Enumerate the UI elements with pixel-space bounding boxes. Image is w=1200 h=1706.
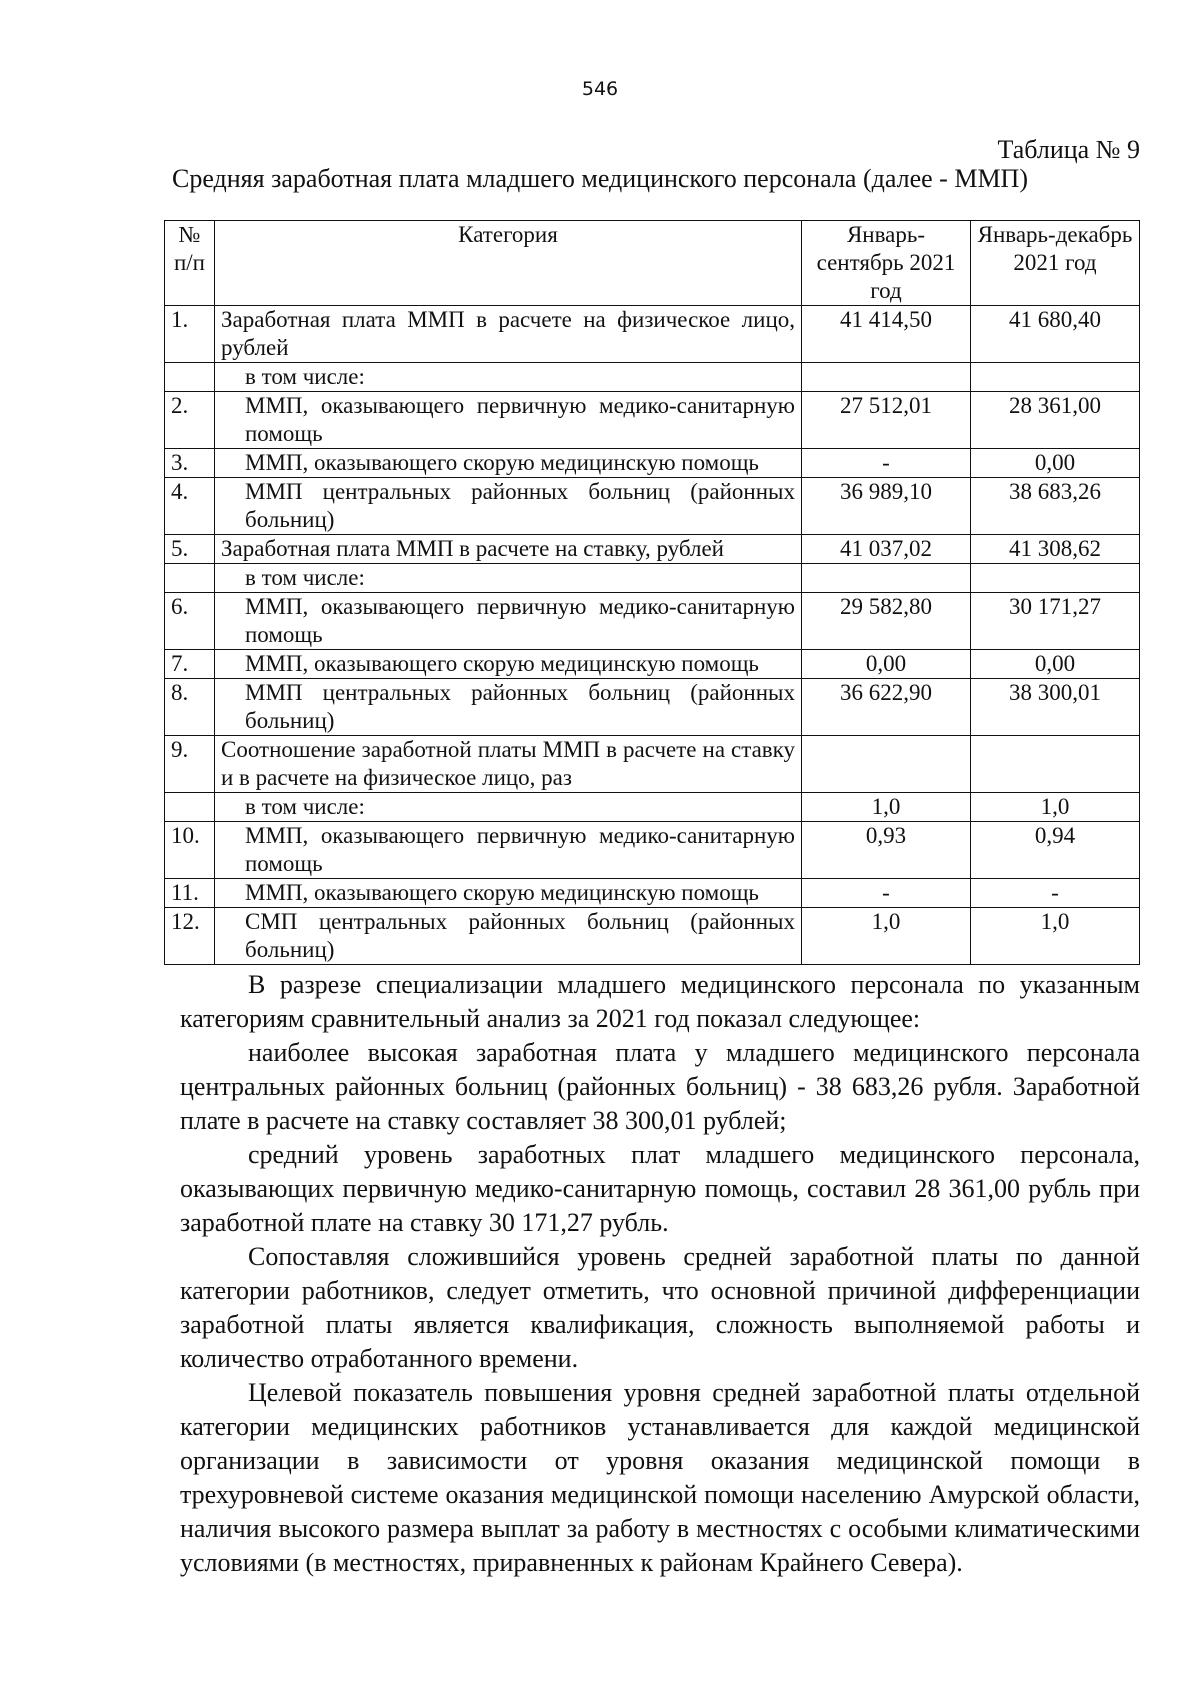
table-row: [165, 392, 1140, 449]
row-value-jan-dec: 0,00: [971, 650, 1140, 679]
row-value-jan-sep: [802, 363, 971, 392]
header-jan-dec: Январь-декабрь 2021 год: [971, 221, 1140, 306]
row-value-jan-dec: 1,0: [971, 793, 1140, 822]
row-value-jan-dec: [971, 564, 1140, 593]
row-number: 6.: [165, 593, 215, 650]
row-category: Соотношение заработной платы ММП в расчете на ставку и в расчете на физическое лицо, раз: [215, 736, 802, 793]
row-value-jan-dec: 41 680,40: [971, 306, 1140, 363]
table-header-row: [165, 221, 1140, 306]
table-row: [165, 564, 1140, 593]
row-category: ММП, оказывающего первичную медико-санитарную помощь: [215, 822, 802, 879]
paragraph: средний уровень заработных плат младшего медицинского персонала, оказывающих первичную медико-санитарную помощь, составил 28 361,00 рубль при заработной плате на ставку 30 171,27 рубль.: [180, 1140, 1140, 1237]
row-value-jan-sep: -: [802, 879, 971, 908]
row-number: 8.: [165, 679, 215, 736]
row-value-jan-sep: [802, 736, 971, 793]
row-number: 12.: [165, 908, 215, 965]
table-row: [165, 822, 1140, 879]
row-category: ММП, оказывающего первичную медико-санитарную помощь: [215, 593, 802, 650]
row-value-jan-sep: 36 622,90: [802, 679, 971, 736]
row-value-jan-sep: -: [802, 449, 971, 478]
row-value-jan-sep: 1,0: [802, 908, 971, 965]
row-number: [165, 564, 215, 593]
row-value-jan-dec: 0,00: [971, 449, 1140, 478]
paragraph: наиболее высокая заработная плата у младшего медицинского персонала центральных районных больниц (районных больниц) - 38 683,26 рубля. Заработной плате в расчете на ставку составляет 38 300,01 рублей;: [180, 1038, 1140, 1135]
table-row: [165, 908, 1140, 965]
row-number: 7.: [165, 650, 215, 679]
row-value-jan-dec: 0,94: [971, 822, 1140, 879]
row-value-jan-dec: 38 683,26: [971, 478, 1140, 535]
salary-table: [164, 220, 1140, 965]
row-category: ММП, оказывающего скорую медицинскую помощь: [215, 449, 802, 478]
paragraph: Сопоставляя сложившийся уровень средней заработной платы по данной категории работников, следует отметить, что основной причиной дифференциации заработной платы является квалификация, сложность выполняемой работы и количество отработанного времени.: [180, 1242, 1140, 1373]
row-category: ММП центральных районных больниц (районных больниц): [215, 478, 802, 535]
row-category: ММП, оказывающего скорую медицинскую помощь: [215, 879, 802, 908]
header-jan-sep: Январь-сентябрь 2021 год: [802, 221, 971, 306]
row-category: ММП центральных районных больниц (районных больниц): [215, 679, 802, 736]
row-value-jan-dec: 41 308,62: [971, 535, 1140, 564]
row-value-jan-sep: 29 582,80: [802, 593, 971, 650]
row-value-jan-sep: 0,93: [802, 822, 971, 879]
table-row: [165, 363, 1140, 392]
body-text: [180, 968, 1140, 1580]
table-row: [165, 478, 1140, 535]
row-number: 2.: [165, 392, 215, 449]
row-category: ММП, оказывающего скорую медицинскую помощь: [215, 650, 802, 679]
row-value-jan-sep: 1,0: [802, 793, 971, 822]
table-row: [165, 535, 1140, 564]
table-row: [165, 306, 1140, 363]
table-row: [165, 793, 1140, 822]
table-row: [165, 650, 1140, 679]
row-number: 9.: [165, 736, 215, 793]
row-category: в том числе:: [215, 564, 802, 593]
row-value-jan-dec: 38 300,01: [971, 679, 1140, 736]
row-category: в том числе:: [215, 363, 802, 392]
table-title: Средняя заработная плата младшего медицинского персонала (далее - ММП): [172, 164, 1028, 193]
row-number: 10.: [165, 822, 215, 879]
table-body: [165, 306, 1140, 965]
page-number: 546: [581, 78, 619, 100]
row-category: в том числе:: [215, 793, 802, 822]
row-number: 5.: [165, 535, 215, 564]
table-row: [165, 879, 1140, 908]
row-value-jan-dec: 1,0: [971, 908, 1140, 965]
row-value-jan-sep: 41 037,02: [802, 535, 971, 564]
row-value-jan-dec: 30 171,27: [971, 593, 1140, 650]
row-number: 1.: [165, 306, 215, 363]
table-row: [165, 593, 1140, 650]
row-value-jan-dec: -: [971, 879, 1140, 908]
row-number: 3.: [165, 449, 215, 478]
row-category: Заработная плата ММП в расчете на ставку, рублей: [215, 535, 802, 564]
table-row: [165, 736, 1140, 793]
row-value-jan-sep: 41 414,50: [802, 306, 971, 363]
row-value-jan-sep: 0,00: [802, 650, 971, 679]
row-value-jan-dec: 28 361,00: [971, 392, 1140, 449]
row-value-jan-sep: 36 989,10: [802, 478, 971, 535]
paragraph: В разрезе специализации младшего медицинского персонала по указанным категориям сравнительный анализ за 2021 год показал следующее:: [180, 970, 1140, 1033]
row-category: ММП, оказывающего первичную медико-санитарную помощь: [215, 392, 802, 449]
table-row: [165, 679, 1140, 736]
header-num: № п/п: [165, 221, 215, 306]
header-category: Категория: [215, 221, 802, 306]
table-label: Таблица № 9: [997, 135, 1140, 164]
paragraph: Целевой показатель повышения уровня средней заработной платы отдельной категории медицинских работников устанавливается для каждой медицинской организации в зависимости от уровня оказания медицинской помощи в трехуровневой системе оказания медицинской помощи населению Амурской области, наличия высокого размера выплат за работу в местностях с особыми климатическими условиями (в местностях, приравненных к районам Крайнего Севера).: [180, 1378, 1140, 1577]
row-number: [165, 363, 215, 392]
row-value-jan-sep: 27 512,01: [802, 392, 971, 449]
row-number: [165, 793, 215, 822]
row-value-jan-dec: [971, 736, 1140, 793]
row-value-jan-dec: [971, 363, 1140, 392]
row-category: Заработная плата ММП в расчете на физическое лицо, рублей: [215, 306, 802, 363]
row-value-jan-sep: [802, 564, 971, 593]
row-category: СМП центральных районных больниц (районных больниц): [215, 908, 802, 965]
row-number: 11.: [165, 879, 215, 908]
row-number: 4.: [165, 478, 215, 535]
table-row: [165, 449, 1140, 478]
